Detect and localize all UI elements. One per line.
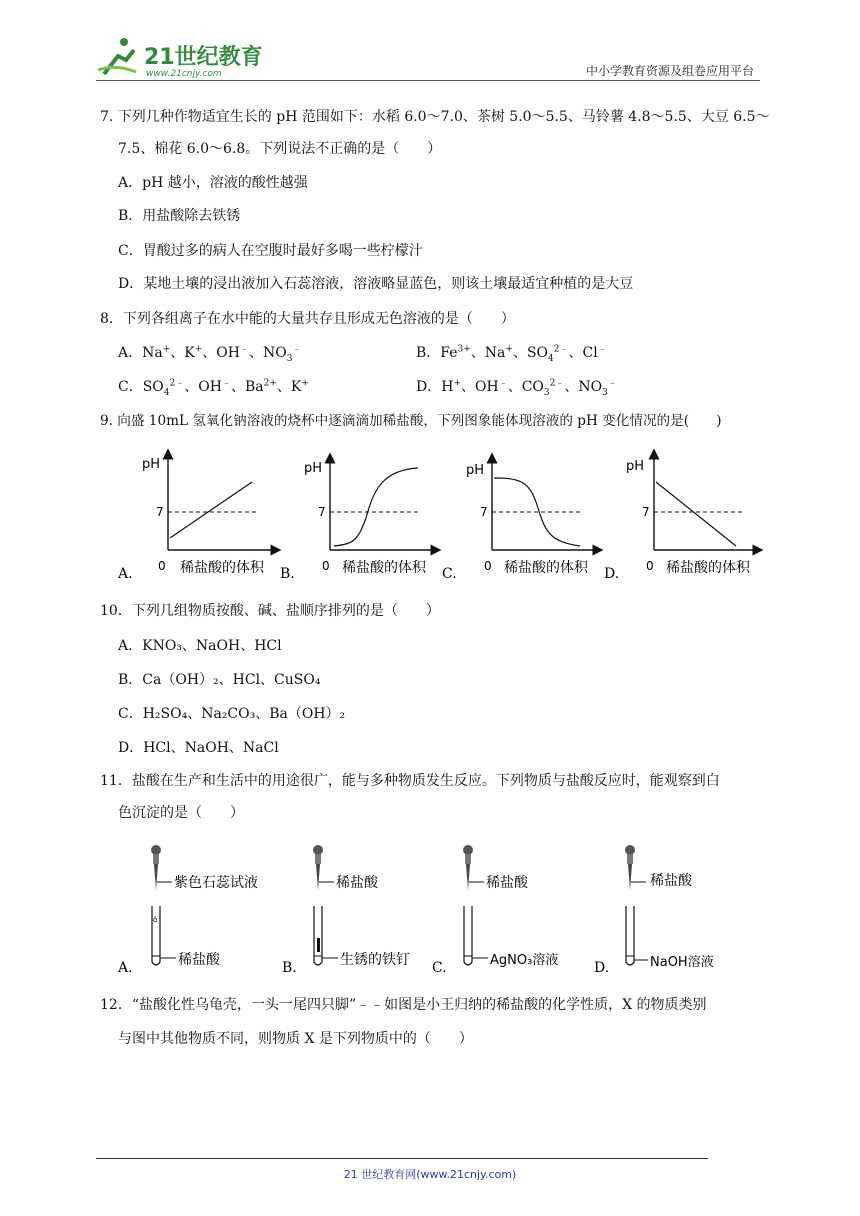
q7-stem-line1: 7. 下列几种作物适宜生长的 pH 范围如下：水稻 6.0～7.0、茶树 5.0～5.5、马铃薯 4.8～5.5、大豆 6.5～ bbox=[100, 109, 770, 125]
dropper-b-label: 稀盐酸 bbox=[336, 875, 378, 891]
apparatus-a-option: A. bbox=[118, 960, 133, 976]
apparatus-c bbox=[432, 845, 558, 976]
header-platform-text: 中小学教育资源及组卷应用平台 bbox=[585, 64, 754, 78]
graph-b-seven: 7 bbox=[318, 505, 326, 519]
graph-a-ylabel: pH bbox=[142, 457, 161, 472]
graph-c-ylabel: pH bbox=[466, 463, 485, 478]
graph-d-seven: 7 bbox=[642, 505, 650, 519]
q8-option-c: C．$SO_4^{2﹣}$、OH﹣、$Ba^{2+}$、K+ bbox=[118, 378, 309, 398]
graph-a-curve bbox=[170, 482, 252, 538]
graph-d-xlabel: 稀盐酸的体积 bbox=[666, 560, 750, 576]
header-divider bbox=[96, 80, 760, 81]
footer-text: 21 世纪教育网(www.21cnjy.com) bbox=[343, 1168, 517, 1181]
q8-option-d: D．H+、OH﹣、$CO_3^{2﹣}$、$NO_3^﹣$ bbox=[416, 378, 617, 398]
dropper-d-label: 稀盐酸 bbox=[650, 873, 692, 889]
dropper-a-label: 紫色石蕊试液 bbox=[174, 875, 258, 891]
graph-a-option: A. bbox=[118, 566, 133, 582]
logo-url: www.21cnjy.com bbox=[146, 69, 222, 79]
q8-stem: 8．下列各组离子在水中能的大量共存且形成无色溶液的是（ ） bbox=[100, 311, 515, 327]
graph-b-xlabel: 稀盐酸的体积 bbox=[342, 560, 426, 576]
apparatus-d-option: D. bbox=[594, 960, 610, 976]
graph-b-curve bbox=[334, 468, 418, 546]
tube-c-label: AgNO₃溶液 bbox=[490, 953, 559, 968]
q12-stem-line2: 与图中其他物质不同，则物质 X 是下列物质中的（ ） bbox=[118, 1031, 473, 1047]
q11-stem-line1: 11．盐酸在生产和生活中的用途很广，能与多种物质发生反应。下列物质与盐酸反应时，能观察到白 bbox=[100, 773, 720, 789]
tube-b-label: 生锈的铁钉 bbox=[340, 952, 410, 968]
q8-option-a: A．Na+、K+、OH﹣、$NO_3^﹣$ bbox=[118, 344, 302, 364]
apparatus-b bbox=[282, 845, 410, 976]
logo-text: 21世纪教育 bbox=[144, 45, 263, 70]
q10-option-c: C．H₂SO₄、Na₂CO₃、Ba（OH）₂ bbox=[118, 706, 346, 722]
tube-d-label: NaOH溶液 bbox=[650, 955, 714, 970]
apparatus-a bbox=[118, 845, 258, 976]
graph-c-xlabel: 稀盐酸的体积 bbox=[504, 560, 588, 576]
apparatus-c-option: C. bbox=[432, 960, 447, 976]
q9-graphs bbox=[118, 448, 768, 584]
graph-b bbox=[280, 458, 436, 582]
graph-b-ylabel: pH bbox=[304, 461, 323, 476]
site-logo bbox=[96, 34, 266, 80]
q11-stem-line2: 色沉淀的是（ ） bbox=[118, 805, 244, 821]
q10-stem: 10．下列几组物质按酸、碱、盐顺序排列的是（ ） bbox=[100, 603, 440, 619]
apparatus-d bbox=[594, 845, 714, 976]
graph-a-zero: 0 bbox=[158, 559, 166, 573]
graph-b-option: B. bbox=[280, 566, 295, 582]
q7-option-a: A．pH 越小，溶液的酸性越强 bbox=[118, 175, 308, 191]
footer-divider bbox=[96, 1158, 708, 1159]
graph-d-ylabel: pH bbox=[626, 459, 645, 474]
q10-option-a: A．KNO₃、NaOH、HCl bbox=[118, 638, 282, 654]
graph-a-seven: 7 bbox=[156, 505, 164, 519]
graph-d bbox=[604, 454, 758, 582]
q7-option-d: D．某地土壤的浸出液加入石蕊溶液，溶液略显蓝色，则该土壤最适宜种植的是大豆 bbox=[118, 276, 634, 292]
graph-b-zero: 0 bbox=[322, 559, 330, 573]
graph-d-curve bbox=[656, 482, 736, 546]
tube-a-label: 稀盐酸 bbox=[178, 952, 220, 968]
q12-stem-line1: 12．“盐酸化性乌龟壳，一头一尾四只脚”﹣﹣如图是小王归纳的稀盐酸的化学性质，X 的物质类别 bbox=[100, 997, 707, 1013]
graph-d-zero: 0 bbox=[646, 559, 654, 573]
graph-a-xlabel: 稀盐酸的体积 bbox=[180, 560, 264, 576]
q7-option-c: C．胃酸过多的病人在空腹时最好多喝一些柠檬汁 bbox=[118, 243, 423, 259]
graph-a bbox=[118, 454, 276, 582]
graph-d-option: D. bbox=[604, 566, 620, 582]
svg-text:ô: ô bbox=[153, 916, 158, 924]
graph-c-seven: 7 bbox=[480, 505, 488, 519]
q7-stem-line2: 7.5、棉花 6.0～6.8。下列说法不正确的是（ ） bbox=[118, 141, 442, 157]
graph-c-zero: 0 bbox=[484, 559, 492, 573]
apparatus-b-option: B. bbox=[282, 960, 297, 976]
graph-c-option: C. bbox=[442, 566, 457, 582]
q10-option-b: B．Ca（OH）₂、HCl、CuSO₄ bbox=[118, 672, 321, 688]
q8-option-b: B．$Fe^{3+}$、Na+、$SO_4^{2﹣}$、Cl﹣ bbox=[416, 344, 607, 364]
q11-apparatus bbox=[118, 838, 738, 978]
q7-option-b: B．用盐酸除去铁锈 bbox=[118, 208, 241, 224]
q9-stem: 9. 向盛 10mL 氢氧化钠溶液的烧杯中逐滴滴加稀盐酸，下列图象能体现溶液的 pH 变化情况的是( ) bbox=[100, 413, 722, 429]
graph-c bbox=[442, 458, 598, 582]
dropper-c-label: 稀盐酸 bbox=[486, 875, 528, 891]
q10-option-d: D．HCl、NaOH、NaCl bbox=[118, 740, 279, 756]
